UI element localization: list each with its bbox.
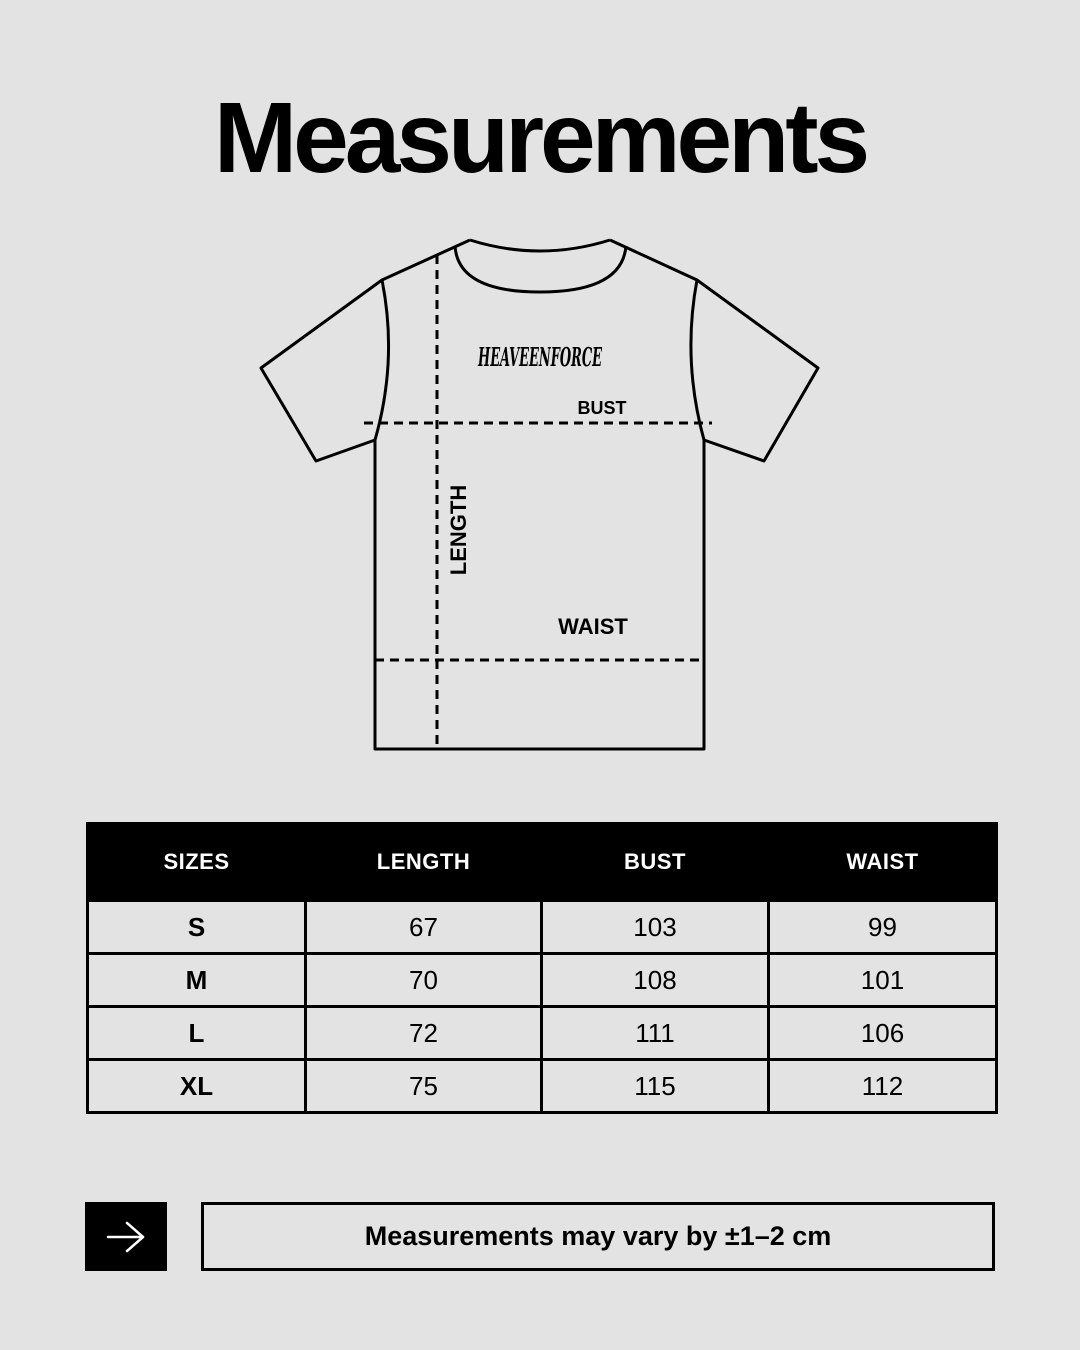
waist-label: WAIST	[558, 614, 628, 639]
table-row	[88, 901, 997, 954]
table-row	[88, 1060, 997, 1113]
bust-cell: 115	[542, 1060, 769, 1113]
size-cell: M	[88, 954, 306, 1007]
measurement-lines	[364, 255, 712, 749]
bust-cell: 111	[542, 1007, 769, 1060]
length-cell: 67	[306, 901, 542, 954]
header-length: LENGTH	[306, 824, 542, 901]
table-row	[88, 954, 997, 1007]
table-header-row	[88, 824, 997, 901]
brand-logo: HEAVEENFORCE	[477, 343, 603, 373]
length-cell: 75	[306, 1060, 542, 1113]
length-label: LENGTH	[446, 484, 471, 576]
measurement-note	[201, 1202, 995, 1271]
waist-cell: 99	[769, 901, 997, 954]
length-cell: 72	[306, 1007, 542, 1060]
tshirt-outline	[261, 240, 818, 749]
waist-cell: 106	[769, 1007, 997, 1060]
waist-cell: 112	[769, 1060, 997, 1113]
size-table	[86, 822, 998, 1114]
header-bust: BUST	[542, 824, 769, 901]
table-row	[88, 1007, 997, 1060]
header-waist: WAIST	[769, 824, 997, 901]
size-cell: S	[88, 901, 306, 954]
bust-cell: 103	[542, 901, 769, 954]
page-title: Measurements	[213, 82, 867, 194]
bust-cell: 108	[542, 954, 769, 1007]
length-cell: 70	[306, 954, 542, 1007]
size-cell: XL	[88, 1060, 306, 1113]
arrow-button	[85, 1202, 167, 1271]
waist-cell: 101	[769, 954, 997, 1007]
header-sizes: SIZES	[88, 824, 306, 901]
size-cell: L	[88, 1007, 306, 1060]
arrow-right-icon	[105, 1220, 147, 1254]
bust-label: BUST	[577, 398, 627, 418]
measurement-note-text: Measurements may vary by ±1–2 cm	[364, 1221, 832, 1251]
